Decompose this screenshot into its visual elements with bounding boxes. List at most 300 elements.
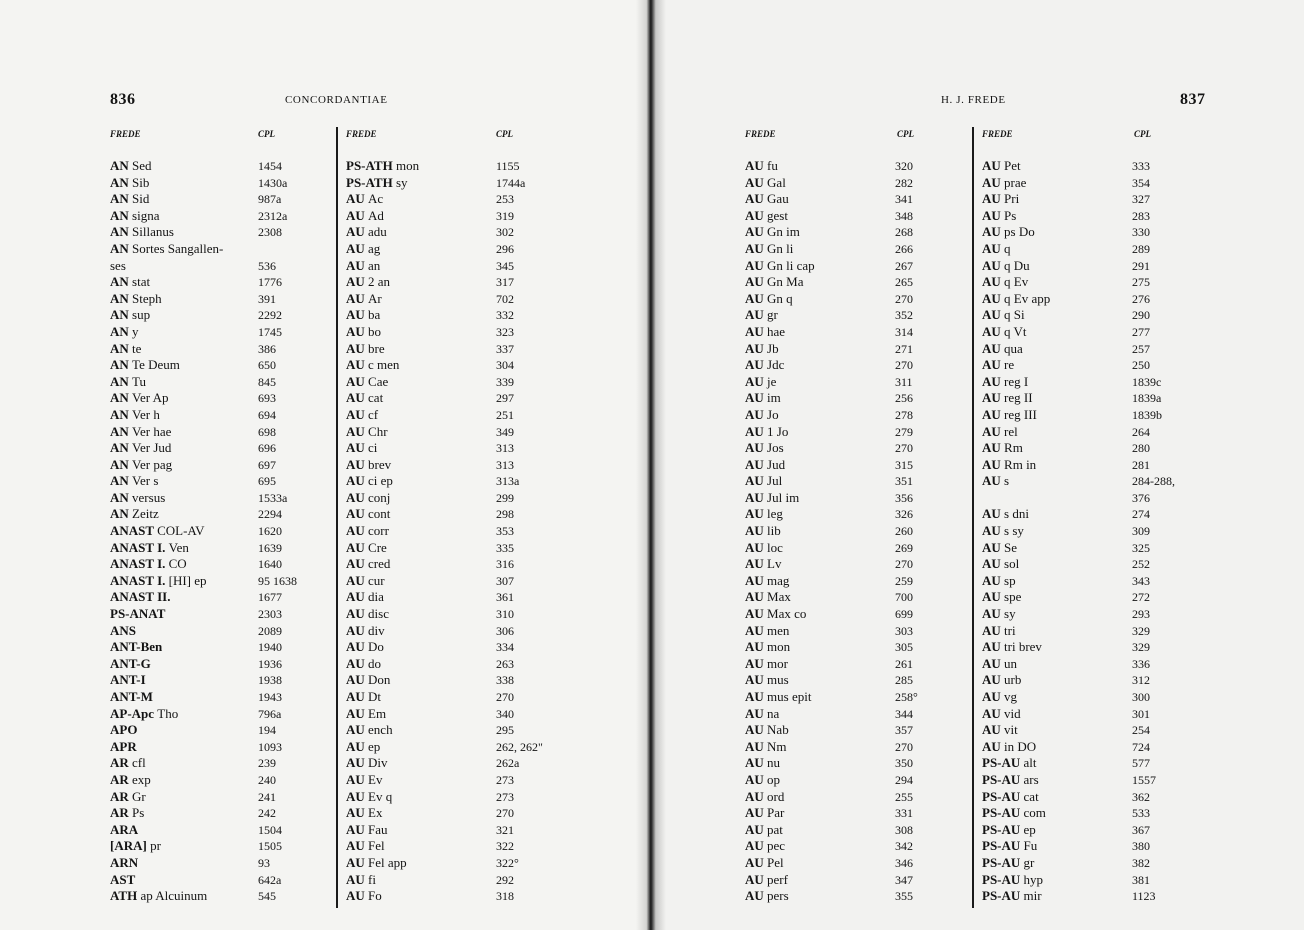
entry-cpl-number: 296 [496,241,514,256]
concordance-entry [982,341,1202,358]
entry-abbreviation: PS-AU [982,854,1024,870]
entry-work: Gn im [767,224,800,240]
entry-cpl-number: 240 [258,772,276,787]
entry-cpl-number: 354 [1132,175,1150,190]
entry-cpl-number: 313a [496,474,520,489]
concordance-entry [745,457,945,474]
entry-work: corr [368,523,389,539]
entry-abbreviation: AU [346,821,369,837]
entry-abbreviation: AN [110,406,133,422]
entry-abbreviation: AN [110,290,133,306]
entry-cpl-number: 391 [258,291,276,306]
entry-abbreviation: AU [982,290,1005,306]
concordance-entry [982,623,1202,640]
concordance-entry [982,440,1202,457]
entry-work: reg III [1004,406,1037,422]
entry-abbreviation: AU [745,423,768,439]
concordance-column-4 [982,158,1202,905]
entry-cpl-number: 293 [1132,607,1150,622]
entry-work: vg [1004,689,1018,704]
concordance-entry [982,639,1202,656]
entry-work: men [767,622,790,638]
entry-cpl-number: 318 [496,889,514,904]
entry-cpl-number: 290 [1132,308,1150,323]
concordance-entry [110,374,310,391]
entry-abbreviation: AU [982,323,1005,339]
entry-abbreviation: AN [110,274,133,290]
entry-abbreviation: AU [982,506,1005,522]
entry-work: te [132,340,142,356]
entry-work: [HI] ep [168,572,207,588]
entry-cpl-number: 845 [258,374,276,389]
concordance-entry [982,656,1202,673]
entry-work: Gn Ma [767,274,804,290]
entry-abbreviation: AU [346,771,369,787]
entry-work: cat [368,390,384,406]
concordance-entry [110,739,310,756]
entry-cpl-number: 305 [895,640,913,655]
concordance-entry [745,291,945,308]
entry-cpl-number: 2292 [258,308,282,323]
entry-work: Fel [368,838,385,854]
entry-work: in DO [1004,738,1037,754]
entry-work: perf [767,871,788,887]
entry-work: Jul im [767,489,800,505]
entry-cpl-number: 262a [496,756,520,771]
entry-cpl-number: 335 [496,540,514,555]
entry-work: versus [132,489,166,505]
entry-cpl-number: 272 [1132,590,1150,605]
entry-abbreviation: AU [346,589,369,605]
entry-cpl-number: 343 [1132,573,1150,588]
concordance-entry [346,672,576,689]
entry-abbreviation: AU [346,672,369,688]
entry-work: Ver h [132,406,160,422]
entry-abbreviation: AU [982,274,1005,290]
entry-work: c men [368,357,400,373]
entry-abbreviation: AU [346,572,369,588]
entry-abbreviation: AU [346,489,369,505]
entry-work: s dni [1004,506,1029,522]
entry-cpl-number: 292 [496,872,514,887]
entry-cpl-number: 2308 [258,225,282,240]
col-head-cpl-4: CPL [1134,129,1151,139]
concordance-entry [110,540,310,557]
entry-work: fu [767,158,778,173]
concordance-entry [982,241,1202,258]
entry-cpl-number: 259 [895,573,913,588]
book-gutter [636,0,666,930]
entry-abbreviation: AU [745,655,768,671]
concordance-entry [110,241,310,258]
entry-work: y [132,323,139,339]
column-divider-left [336,127,338,908]
concordance-entry [982,556,1202,573]
entry-cpl-number: 270 [496,690,514,704]
concordance-entry [982,838,1202,855]
entry-cpl-number: 271 [895,341,913,356]
entry-work: qua [1004,340,1023,356]
entry-work: mus [767,672,789,688]
entry-cpl-number: 1839a [1132,391,1162,406]
concordance-entry [982,407,1202,424]
concordance-entry [745,540,945,557]
page-number-right: 837 [1180,91,1206,108]
entry-work: Sid [132,191,150,207]
entry-abbreviation: AU [346,423,369,439]
entry-cpl-number: 299 [496,490,514,505]
concordance-entry [745,307,945,324]
entry-abbreviation: PS-AU [982,805,1024,821]
concordance-entry [346,540,576,557]
page-number-left: 836 [110,91,136,108]
entry-abbreviation: AU [346,788,369,804]
concordance-entry [745,772,945,789]
concordance-entry [110,506,310,523]
entry-work: Ver s [132,473,159,489]
entry-work: bre [368,340,385,356]
entry-cpl-number: 694 [258,407,276,422]
entry-work: prae [1004,174,1027,190]
entry-abbreviation: AU [982,622,1005,638]
concordance-entry [110,589,310,606]
entry-cpl-number: 282 [895,175,913,190]
concordance-entry [110,490,310,507]
entry-work: Gn li [767,240,794,256]
concordance-column-3 [745,158,945,905]
entry-abbreviation: AN [110,158,133,173]
entry-work: re [1004,357,1015,373]
concordance-entry [346,656,576,673]
entry-work: Nab [767,722,789,738]
col-head-frede-3: FREDE [745,129,776,139]
entry-abbreviation: ATH [110,888,141,904]
entry-work: Sed [132,158,152,173]
entry-cpl-number: 256 [895,391,913,406]
entry-cpl-number: 315 [895,457,913,472]
entry-cpl-number: 650 [258,358,276,373]
entry-work: Steph [132,290,162,306]
concordance-entry [110,158,310,175]
entry-abbreviation: ANS [110,622,137,638]
entry-cpl-number: 331 [895,806,913,821]
concordance-entry [745,374,945,391]
entry-work: Pri [1004,191,1020,207]
concordance-entry [346,307,576,324]
entry-abbreviation: AU [745,755,768,771]
entry-cpl-number: 289 [1132,241,1150,256]
entry-work: tri [1004,622,1016,638]
entry-cpl-number: 273 [496,789,514,804]
entry-cpl-number: 332 [496,308,514,323]
entry-work: Em [368,705,387,721]
entry-work: cfl [132,755,146,771]
entry-cpl-number: 264 [1132,424,1150,439]
entry-abbreviation: AU [346,440,369,456]
entry-work: ses [110,257,126,273]
concordance-entry [745,656,945,673]
concordance-entry [346,457,576,474]
entry-abbreviation: AU [745,390,768,406]
entry-abbreviation: AU [346,655,369,671]
entry-cpl-number: 257 [1132,341,1150,356]
entry-work: Dt [368,689,382,704]
entry-work: q Du [1004,257,1030,273]
entry-work: ps Do [1004,224,1035,240]
entry-abbreviation: AU [346,854,369,870]
concordance-entry [346,822,576,839]
entry-work: ep [1023,821,1036,837]
entry-work: Ev q [368,788,393,804]
entry-work: ars [1023,771,1039,787]
concordance-entry [346,606,576,623]
concordance-entry [982,307,1202,324]
entry-work: Par [767,805,785,821]
entry-cpl-number: 1677 [258,590,282,605]
concordance-entry [110,822,310,839]
entry-abbreviation: AU [982,672,1005,688]
entry-cpl-number: 1839b [1132,407,1162,422]
entry-abbreviation: AN [110,423,133,439]
entry-work: gr [1023,854,1035,870]
concordance-entry [110,838,310,855]
concordance-entry [110,573,310,590]
entry-work: Fel app [368,854,407,870]
entry-cpl-number: 1504 [258,822,282,837]
concordance-entry [110,606,310,623]
concordance-entry [745,573,945,590]
entry-cpl-number: 1123 [1132,889,1156,904]
entry-work: vid [1004,705,1021,721]
entry-work: Nm [767,738,787,754]
entry-abbreviation: AN [110,373,133,389]
entry-cpl-number: 1557 [1132,772,1156,787]
entry-work: mor [767,655,788,671]
entry-abbreviation: AU [346,506,369,522]
concordance-entry [110,789,310,806]
entry-cpl-number: 334 [496,640,514,655]
entry-abbreviation: ANAST II. [110,589,171,605]
entry-cpl-number: 376 [1132,490,1150,505]
entry-work: sy [1004,606,1016,622]
entry-abbreviation: AU [745,523,768,539]
concordance-entry [982,523,1202,540]
concordance-entry [745,224,945,241]
entry-work: q Ev [1004,274,1029,290]
entry-cpl-number: 251 [496,407,514,422]
entry-cpl-number: 347 [895,872,913,887]
entry-abbreviation: AN [110,390,133,406]
concordance-entry [346,589,576,606]
entry-abbreviation: AU [745,257,768,273]
concordance-entry [982,457,1202,474]
entry-abbreviation: AU [346,390,369,406]
entry-work: loc [767,539,783,555]
entry-work: Jud [767,456,786,472]
entry-cpl-number: 545 [258,889,276,904]
entry-abbreviation: AU [346,622,369,638]
entry-abbreviation: ANAST I. [110,572,169,588]
entry-cpl-number: 284-288, [1132,474,1175,489]
entry-work: q Ev app [1004,290,1051,306]
entry-abbreviation: AU [745,771,768,787]
entry-abbreviation: AN [110,207,133,223]
entry-abbreviation: AU [745,207,768,223]
entry-work: ci ep [368,473,393,489]
entry-work: sy [395,174,408,190]
entry-abbreviation: AN [110,224,133,240]
entry-cpl-number: 313 [496,441,514,456]
concordance-entry [745,424,945,441]
concordance-entry [745,888,945,905]
concordance-entry [110,274,310,291]
entry-work: an [368,257,381,273]
concordance-entry [346,689,576,706]
concordance-entry [110,424,310,441]
concordance-entry [745,341,945,358]
entry-work: op [767,771,781,787]
entry-work: reg I [1004,373,1029,389]
entry-work: Gr [132,788,146,804]
entry-abbreviation: AU [346,738,369,754]
entry-work: ep [368,738,381,754]
entry-abbreviation: AR [110,755,133,771]
concordance-entry [982,175,1202,192]
entry-work: Ex [368,805,383,821]
entry-cpl-number: 340 [496,706,514,721]
entry-cpl-number: 724 [1132,739,1150,754]
entry-abbreviation: AU [346,274,369,290]
entry-work: spe [1004,589,1022,605]
entry-work: q Si [1004,307,1025,323]
entry-cpl-number: 281 [1132,457,1150,472]
entry-abbreviation: PS-AU [982,788,1024,804]
concordance-entry [745,855,945,872]
entry-work: Ac [368,191,384,207]
entry-cpl-number: 1533a [258,490,288,505]
concordance-entry [982,490,1202,507]
concordance-entry [982,672,1202,689]
concordance-entry [982,589,1202,606]
entry-abbreviation: AU [346,523,369,539]
entry-abbreviation: AU [982,606,1005,622]
entry-cpl-number: 319 [496,208,514,223]
entry-cpl-number: 329 [1132,640,1150,655]
concordance-entry [110,473,310,490]
entry-work: conj [368,489,391,505]
entry-abbreviation: AU [346,722,369,738]
entry-cpl-number: 270 [895,441,913,456]
entry-abbreviation: AP-Apc [110,705,158,721]
entry-work: un [1004,655,1018,671]
concordance-entry [346,473,576,490]
entry-work: Ev [368,771,383,787]
entry-work: alt [1023,755,1037,771]
concordance-entry [346,506,576,523]
entry-abbreviation: PS-ATH [346,174,396,190]
concordance-entry [745,490,945,507]
entry-cpl-number: 349 [496,424,514,439]
entry-abbreviation: APR [110,738,137,754]
entry-abbreviation: PS-AU [982,755,1024,771]
entry-work: Ar [368,290,382,306]
entry-cpl-number: 323 [496,324,514,339]
column-divider-right [972,127,974,908]
concordance-entry [982,191,1202,208]
entry-cpl-number: 697 [258,457,276,472]
entry-work: 1 Jo [767,423,789,439]
entry-cpl-number: 273 [496,772,514,787]
entry-cpl-number: 95 1638 [258,573,297,588]
concordance-entry [982,258,1202,275]
entry-abbreviation: AU [982,572,1005,588]
concordance-entry [346,158,576,175]
entry-cpl-number: 280 [1132,441,1150,456]
entry-abbreviation: AU [346,240,369,256]
concordance-entry [982,357,1202,374]
entry-abbreviation: AU [982,589,1005,605]
col-head-frede-2: FREDE [346,129,377,139]
concordance-entry [346,407,576,424]
entry-abbreviation: AU [346,639,369,655]
entry-abbreviation: AU [346,606,369,622]
entry-abbreviation: AU [346,805,369,821]
entry-abbreviation: AU [745,357,768,373]
concordance-entry [982,772,1202,789]
entry-cpl-number: 380 [1132,839,1150,854]
concordance-entry [110,689,310,706]
entry-abbreviation: AU [346,290,369,306]
concordance-entry [982,158,1202,175]
entry-abbreviation: AU [745,489,768,505]
concordance-entry [110,258,310,275]
concordance-entry [110,706,310,723]
entry-cpl-number: 321 [496,822,514,837]
entry-abbreviation: ANT-I [110,672,146,688]
entry-cpl-number: 577 [1132,756,1150,771]
entry-work: na [767,705,780,721]
entry-work: Jul [767,473,783,489]
entry-abbreviation: AU [745,572,768,588]
entry-abbreviation: AN [110,456,133,472]
entry-work: mon [767,639,791,655]
entry-abbreviation: AU [982,240,1005,256]
concordance-entry [346,722,576,739]
entry-abbreviation: AU [982,639,1005,655]
entry-abbreviation: AU [346,556,369,572]
entry-cpl-number: 326 [895,507,913,522]
concordance-entry [982,689,1202,706]
entry-cpl-number: 285 [895,673,913,688]
entry-abbreviation: PS-AU [982,888,1024,904]
concordance-entry [982,722,1202,739]
entry-abbreviation: AN [110,323,133,339]
entry-abbreviation: AN [110,191,133,207]
entry-abbreviation: AU [745,191,768,207]
entry-cpl-number: 252 [1132,557,1150,572]
entry-abbreviation: AU [346,871,369,887]
entry-cpl-number: 239 [258,756,276,771]
entry-abbreviation: AU [745,606,768,622]
concordance-entry [110,656,310,673]
concordance-entry [110,307,310,324]
entry-work: cur [368,572,385,588]
entry-abbreviation: AU [982,390,1005,406]
entry-abbreviation: AU [745,158,768,173]
concordance-entry [110,805,310,822]
entry-work: signa [132,207,160,223]
concordance-entry [346,789,576,806]
